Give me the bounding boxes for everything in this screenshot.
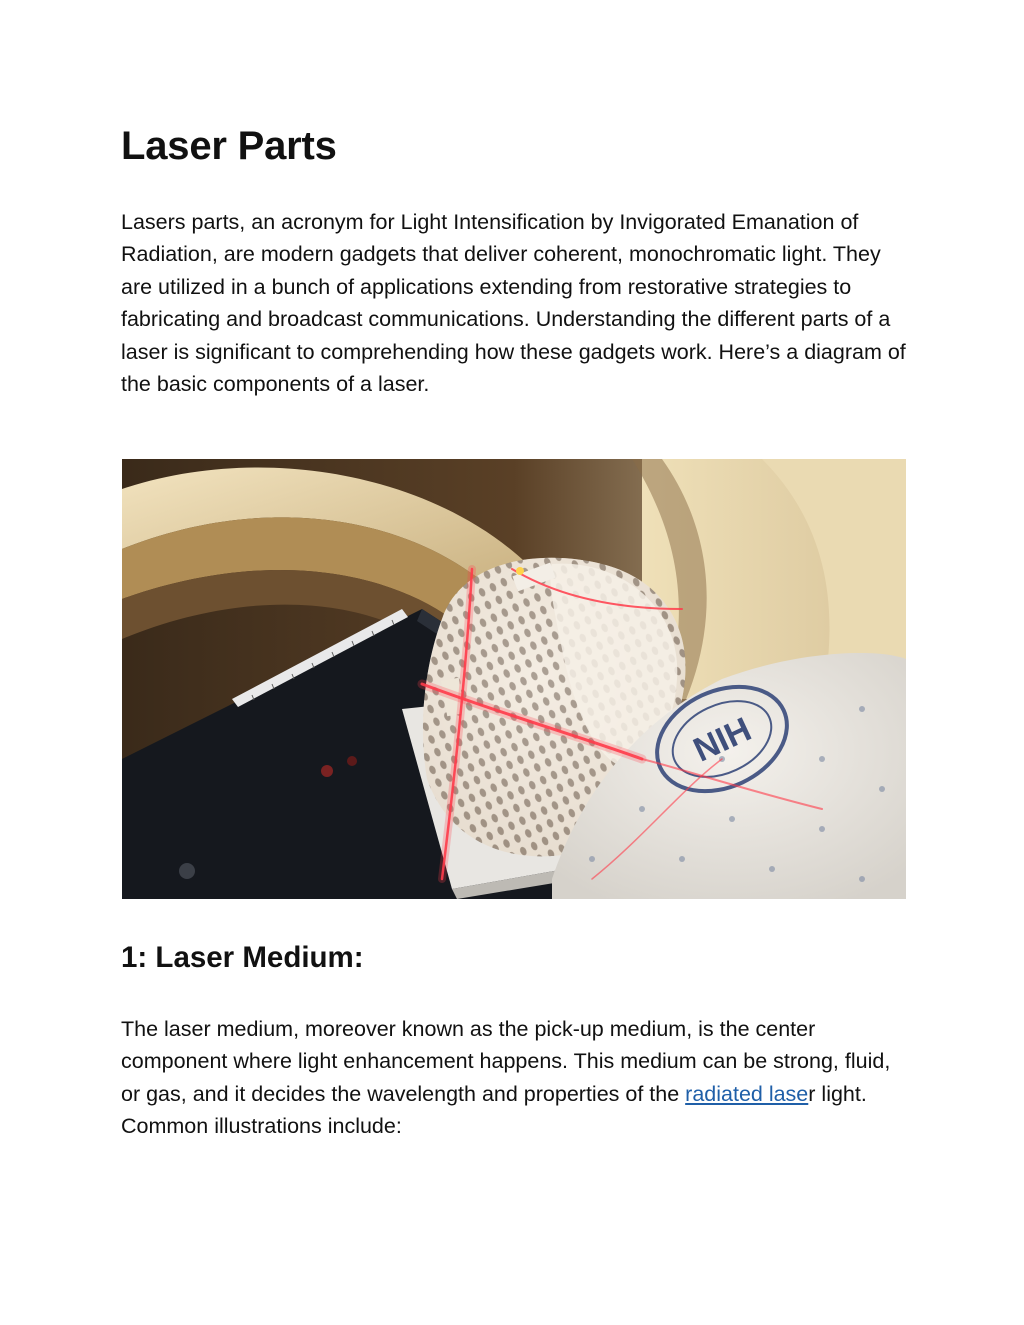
laser-therapy-photo (122, 459, 906, 899)
svg-text:NIH: NIH (687, 710, 757, 770)
laser-medium-text-end: r light. Common illustrations include: (121, 1081, 867, 1139)
intro-paragraph: Lasers parts, an acronym for Light Intensification by Invigorated Emanation of Radiation, are modern gadgets that deliver coherent, monochromatic light. They are utilized in a bunch of applications extending from restorative strategies to fabricating and broadcast communications. Understanding the different parts of a laser is significant to comprehending how these gadgets work. Here’s a diagram of the basic components of a laser. (121, 210, 906, 397)
radiated-laser-link[interactable]: radiated lase (685, 1081, 809, 1106)
section-heading-laser-medium: 1: Laser Medium: (121, 941, 364, 974)
laser-medium-paragraph (121, 1013, 907, 1143)
page-title: Laser Parts (121, 124, 337, 168)
laser-medium-text: The laser medium, moreover known as the pick-up medium, is the center component where light enhancement happens. This medium can be strong, fluid, or gas, and it decides the wavelength and properties of the (121, 1017, 891, 1106)
